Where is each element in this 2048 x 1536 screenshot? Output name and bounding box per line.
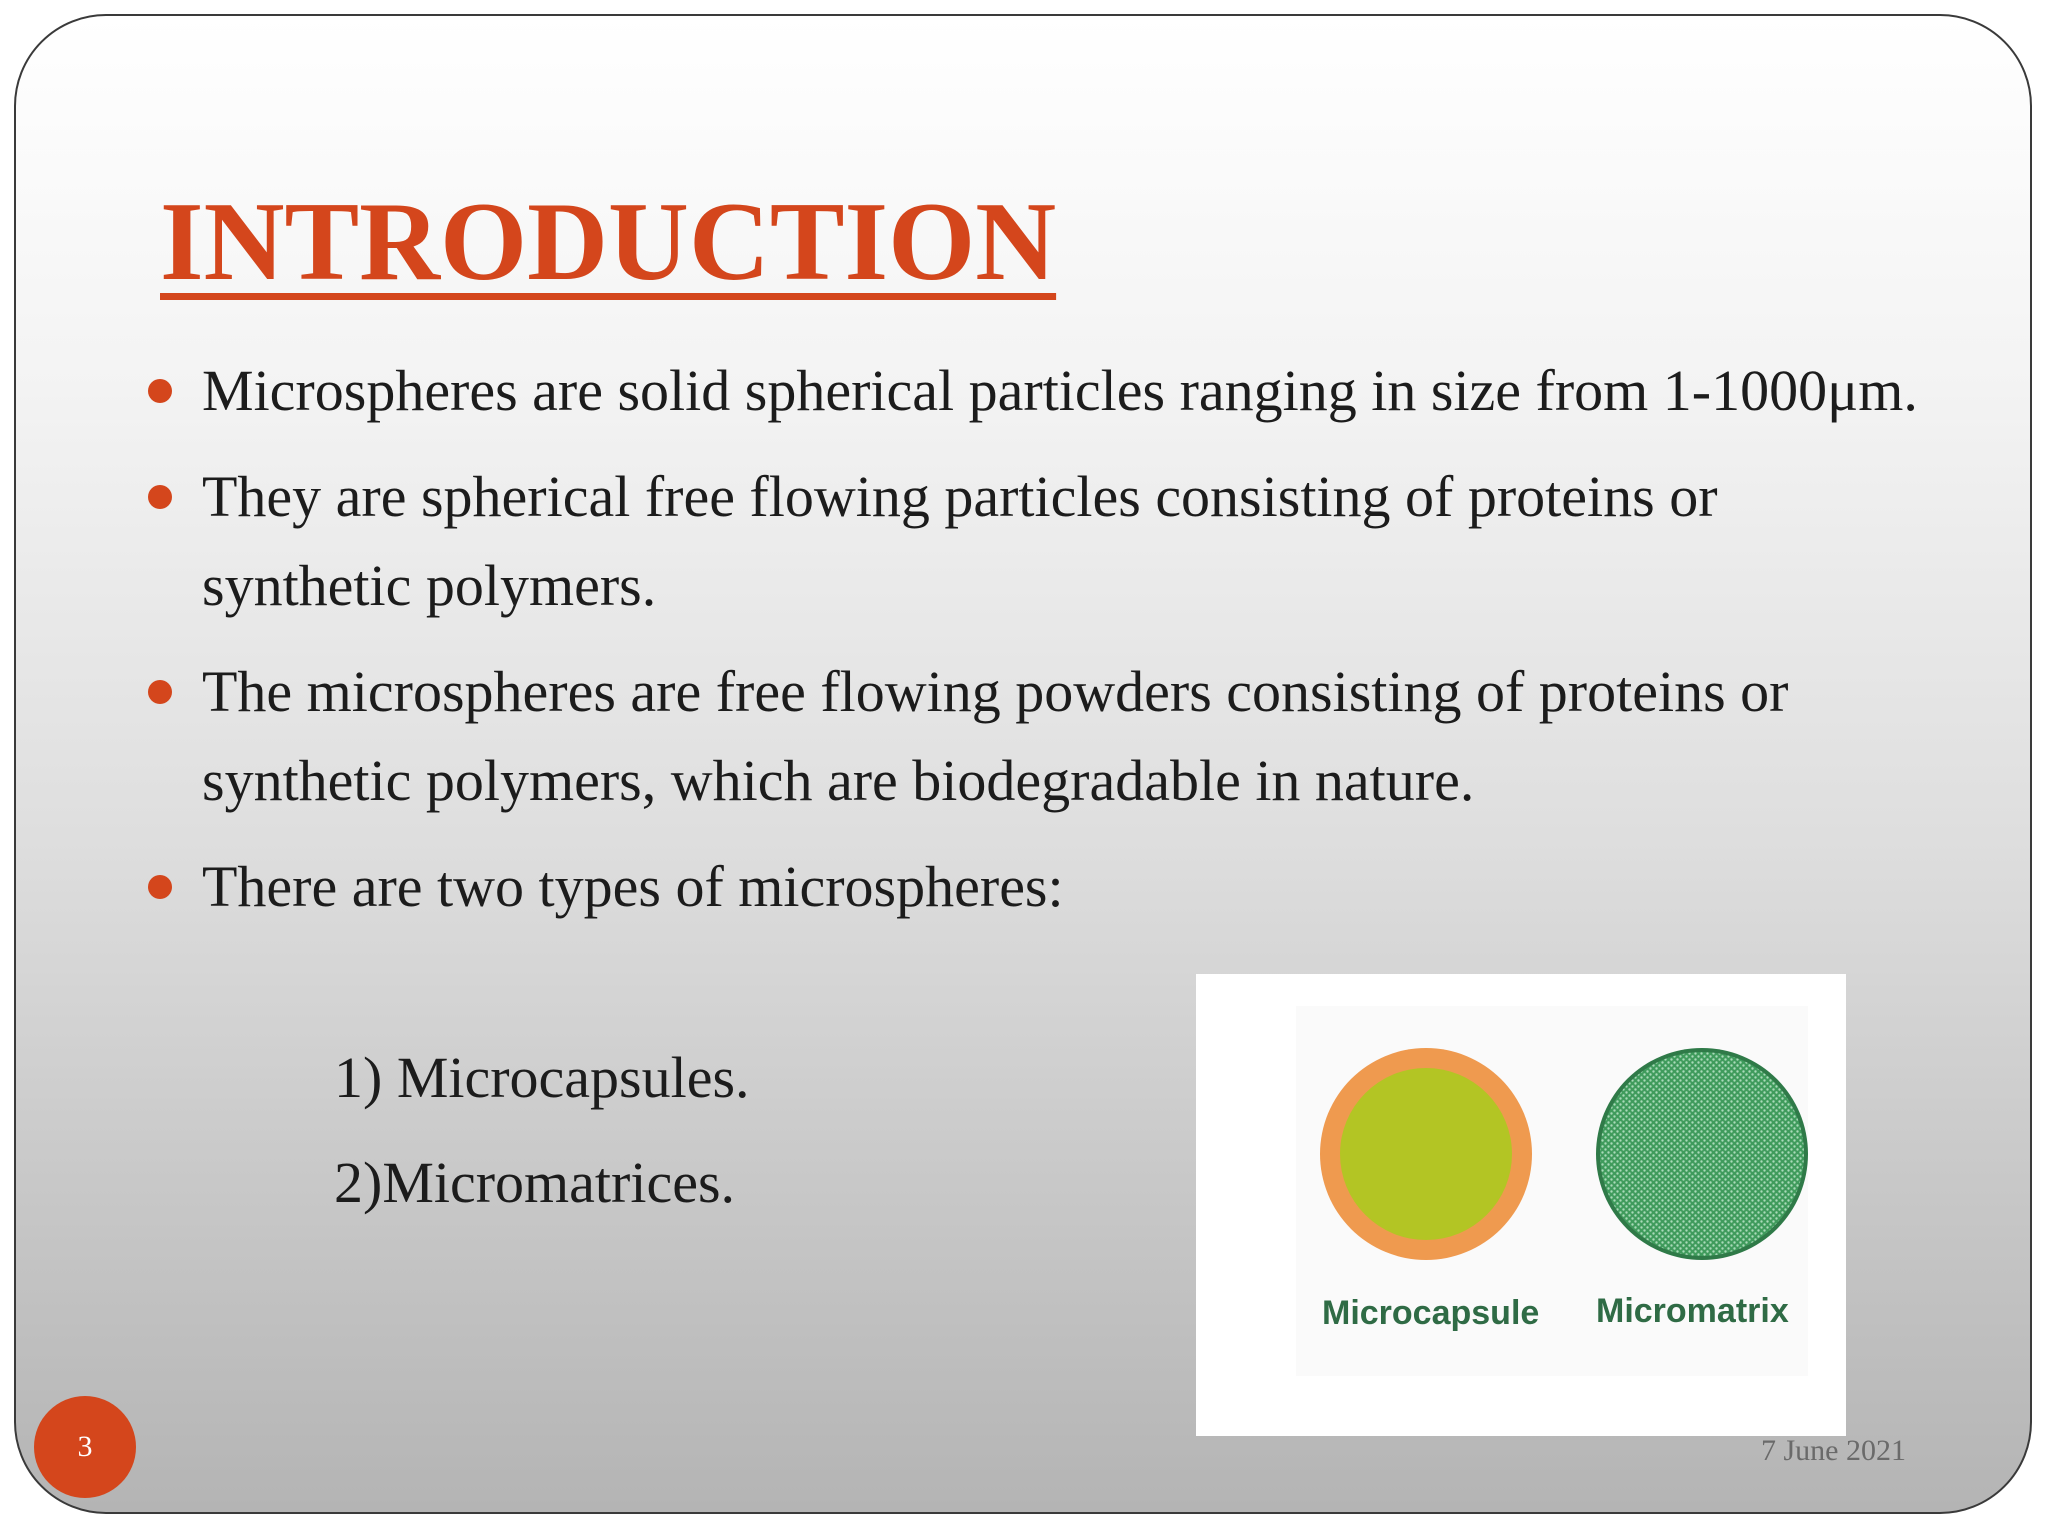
page-number-badge: 3	[34, 1396, 136, 1498]
bullet-list	[144, 346, 1924, 948]
microcapsule-graphic	[1320, 1048, 1532, 1260]
type-item-microcapsules: 1) Microcapsules.	[334, 1045, 750, 1110]
bullet-item	[144, 346, 1924, 435]
micromatrix-graphic	[1596, 1048, 1808, 1260]
microsphere-types-figure	[1196, 974, 1846, 1436]
slide-title: INTRODUCTION	[160, 180, 1057, 304]
slide-date: 7 June 2021	[1761, 1434, 1906, 1467]
microcapsule-label: Microcapsule	[1322, 1294, 1540, 1332]
microcapsule-core	[1340, 1068, 1512, 1240]
slide	[14, 14, 2032, 1514]
bullet-text: There are two types of microspheres:	[202, 854, 1064, 919]
bullet-dot-icon	[148, 485, 172, 509]
microsphere-illustration	[1196, 974, 1846, 1436]
micromatrix-label: Micromatrix	[1596, 1292, 1789, 1330]
bullet-dot-icon	[148, 875, 172, 899]
bullet-text: Microspheres are solid spherical particles ranging in size from 1-1000μm.	[202, 358, 1918, 423]
bullet-item	[144, 647, 1924, 825]
bullet-text: The microspheres are free flowing powders consisting of proteins or synthetic polymers, which are biodegradable in nature.	[202, 659, 1789, 813]
bullet-item	[144, 842, 1924, 931]
bullet-text: They are spherical free flowing particles consisting of proteins or synthetic polymers.	[202, 464, 1718, 618]
micromatrix-body	[1600, 1052, 1804, 1256]
bullet-dot-icon	[148, 680, 172, 704]
bullet-dot-icon	[148, 379, 172, 403]
type-item-micromatrices: 2)Micromatrices.	[334, 1150, 736, 1215]
bullet-item	[144, 452, 1924, 630]
